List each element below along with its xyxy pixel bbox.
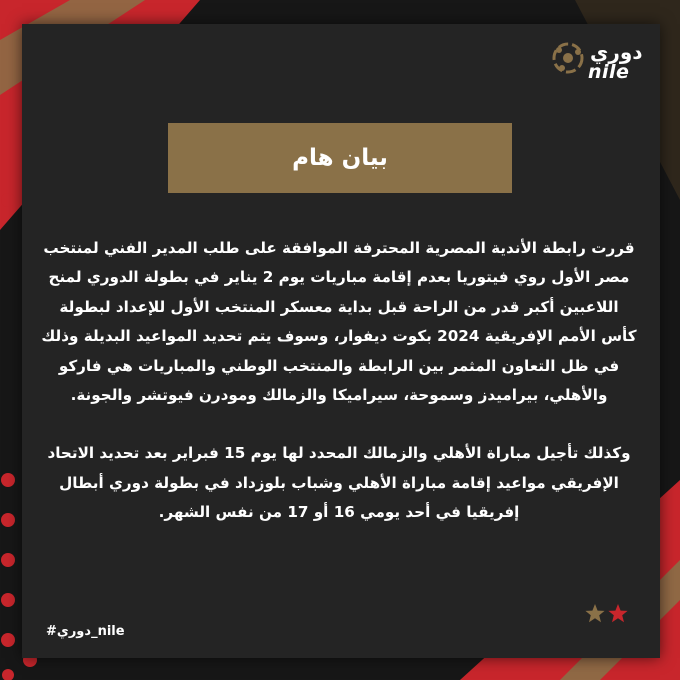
paragraph: وكذلك تأجيل مباراة الأهلي والزمالك المحدد لها يوم 15 فبراير بعد تحديد الاتحاد الإفريقي مواعيد إقامة مباراة الأهلي وشباب بلوزداد في بطولة دوري أبطال إفريقيا في أحد يومي 16 أو 17 من نفس الشهر. <box>47 444 631 522</box>
statement-body <box>40 234 638 528</box>
gold-star-icon <box>585 604 604 622</box>
title-banner <box>168 123 512 193</box>
page-title: بيان هام <box>292 145 388 171</box>
logo-english-text: nile <box>588 61 630 83</box>
dawry-nile-logo <box>548 36 648 90</box>
logo-arabic-text: دوري <box>590 40 643 64</box>
stars-decoration <box>584 602 634 626</box>
paragraph: قررت رابطة الأندية المصرية المحترفة الموافقة على طلب المدير الفني لمنتخب مصر الأول روي فيتوريا بعدم إقامة مباريات يوم 2 يناير في بطولة الدوري لمنح اللاعبين أكبر قدر من الراحة قبل بداية معسكر المنتخب الأول للإعداد لبطولة كأس الأمم الإفريقية 2024 بكوت ديفوار، وسوف يتم تحديد المواعيد البديلة وذلك في ظل التعاون المثمر بين الرابطة والمنتخب الوطني والمباريات هي فاركو والأهلي، بيراميدز وسموحة، سيراميكا والزمالك ومودرن فيوتشر والجونة. <box>41 239 637 405</box>
red-star-icon <box>608 604 627 622</box>
ball-logo-icon <box>550 40 586 76</box>
hashtag: #دوري_nile <box>46 624 125 639</box>
